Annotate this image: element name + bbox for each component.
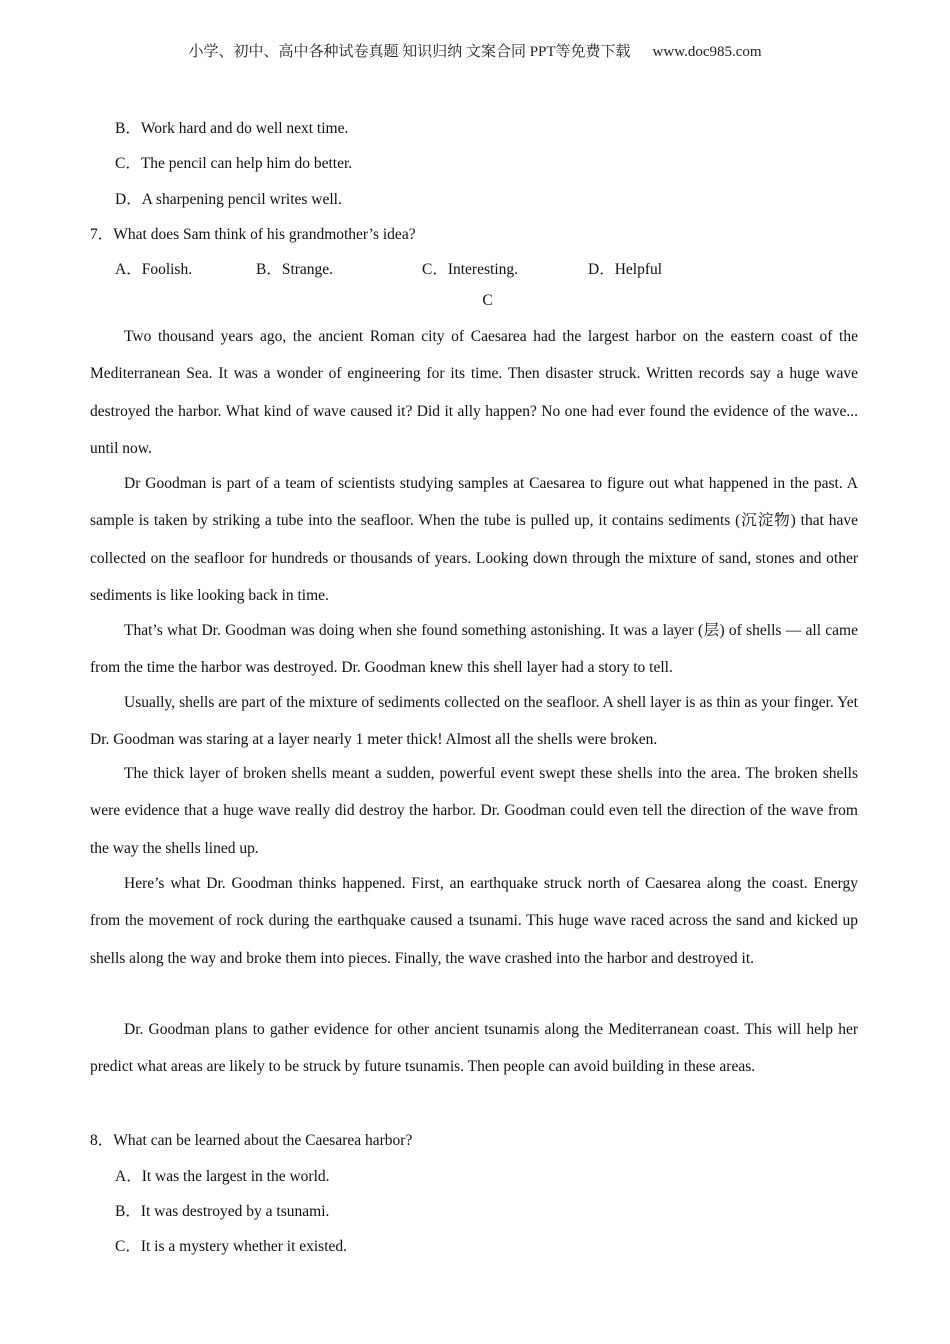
passage-paragraph-7: Dr. Goodman plans to gather evidence for other ancient tsunamis along the Mediterranean coast. This will help her predict what areas are likely to be struck by future tsunamis. Then people can avoid building in these areas.	[90, 1021, 858, 1076]
q7-option-b: B．Strange.	[256, 261, 334, 278]
q6-option-c: C．The pencil can help him do better.	[115, 155, 353, 172]
q7-option-d: D．Helpful	[588, 261, 663, 278]
q6-option-b: B．Work hard and do well next time.	[115, 120, 349, 137]
q7-option-c: C．Interesting.	[422, 261, 518, 278]
passage-paragraph-6: Here’s what Dr. Goodman thinks happened. First, an earthquake struck north of Caesarea along the coast. Energy from the movement of rock during the earthquake caused a tsunami. This huge wave raced across the sand and kicked up shells along the way and broke them into pieces. Finally, the wave crashed into the harbor and destroyed it.	[90, 875, 858, 967]
passage-paragraph-1: Two thousand years ago, the ancient Roman city of Caesarea had the largest harbor on the eastern coast of the Mediterranean Sea. It was a wonder of engineering for its time. Then disaster struck. Written records say a huge wave destroyed the harbor. What kind of wave caused it? Did it ally happen? No one had ever found the evidence of the wave... until now.	[90, 328, 858, 457]
section-c-label: C	[482, 292, 493, 309]
q8-option-c: C．It is a mystery whether it existed.	[115, 1238, 348, 1255]
q8-question: 8．What can be learned about the Caesarea harbor?	[90, 1132, 413, 1149]
header-text: 小学、初中、高中各种试卷真题 知识归纳 文案合同 PPT等免费下载	[188, 44, 631, 60]
page-header	[0, 40, 950, 61]
passage-paragraph-5: The thick layer of broken shells meant a sudden, powerful event swept these shells into the area. The broken shells were evidence that a huge wave really did destroy the harbor. Dr. Goodman could even tell the direction of the wave from the way the shells lined up.	[90, 765, 858, 857]
q7-option-a: A．Foolish.	[115, 261, 193, 278]
q7-question: 7．What does Sam think of his grandmother’s idea?	[90, 226, 416, 243]
passage-paragraph-3: That’s what Dr. Goodman was doing when she found something astonishing. It was a layer (层) of shells — all came from the time the harbor was destroyed. Dr. Goodman knew this shell layer had a story to tell.	[90, 622, 858, 677]
passage-paragraph-4: Usually, shells are part of the mixture of sediments collected on the seafloor. A shell layer is as thin as your finger. Yet Dr. Goodman was staring at a layer nearly 1 meter thick! Almost all the shells were broken.	[90, 694, 858, 749]
header-site-link[interactable]: www.doc985.com	[652, 44, 762, 60]
q8-option-a: A．It was the largest in the world.	[115, 1168, 330, 1185]
q6-option-d: D．A sharpening pencil writes well.	[115, 191, 342, 208]
q8-option-b: B．It was destroyed by a tsunami.	[115, 1203, 330, 1220]
passage-paragraph-2: Dr Goodman is part of a team of scientists studying samples at Caesarea to figure out what happened in the past. A sample is taken by striking a tube into the seafloor. When the tube is pulled up, it contains sediments (沉淀物) that have collected on the seafloor for hundreds or thousands of years. Looking down through the mixture of sand, stones and other sediments is like looking back in time.	[90, 475, 858, 604]
